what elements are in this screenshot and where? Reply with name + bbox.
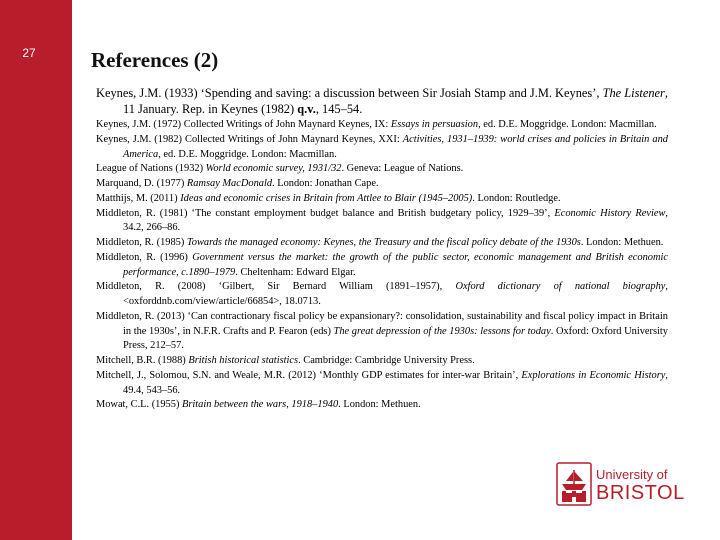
bristol-crest-icon: [556, 462, 592, 506]
page-number: 27: [22, 46, 36, 60]
reference-title: Essays in persuasion: [390, 119, 479, 130]
reference-text: , 49.4, 543–56.: [123, 369, 668, 396]
reference-item: [96, 162, 668, 177]
reference-text: Middleton, R. (1996): [96, 251, 193, 263]
reference-text: League of Nations (1932): [96, 163, 206, 175]
reference-text: . London: Methuen.: [338, 399, 421, 411]
reference-text: , 11 January. Rep. in Keynes (1982): [123, 86, 668, 116]
reference-title: World economic survey, 1931/32: [205, 163, 342, 175]
reference-text: Middleton, R. (1981) ‘The constant employment budget balance and British budgetary policy, 1929–39’,: [96, 207, 555, 219]
reference-title: The Listener: [602, 86, 665, 100]
slide-title: References (2): [91, 48, 219, 72]
reference-text: . London: Routledge.: [472, 192, 561, 204]
reference-text: Keynes, J.M. (1982) Collected Writings of John Maynard Keynes, XXI:: [96, 133, 403, 145]
reference-item: [96, 133, 668, 163]
reference-text: . Cheltenham: Edward Elgar.: [235, 266, 356, 278]
reference-item: [96, 236, 668, 251]
reference-title: The great depression of the 1930s: lessons for today: [333, 325, 551, 337]
reference-title: British historical statistics: [188, 355, 299, 366]
reference-text: , 34.2, 266–86.: [123, 207, 668, 234]
logo-text-bristol: BRISTOL: [596, 482, 685, 504]
university-logo: [556, 462, 688, 510]
reference-title: Explorations in Economic History: [521, 369, 666, 381]
reference-list: [96, 86, 668, 413]
reference-item: [96, 86, 668, 117]
sidebar-band: [0, 0, 72, 540]
reference-text: . Geneva: League of Nations.: [341, 163, 464, 175]
reference-item: [96, 280, 668, 310]
reference-item: [96, 398, 668, 413]
reference-text: Mitchell, B.R. (1988): [96, 355, 189, 366]
logo-text-university: University of: [596, 467, 668, 482]
reference-text: Mowat, C.L. (1955): [96, 399, 183, 411]
reference-text: , <oxforddnb.com/view/article/66854>, 18.0713.: [123, 281, 668, 307]
reference-text: . London: Methuen.: [580, 237, 664, 248]
reference-text: Middleton, R. (2013) ‘Can contractionary fiscal policy be expansionary?: consolidation, sustainability and fiscal policy impact in Britain in the 1930s’, in N.F.R. Crafts and P. Fearon (eds): [96, 310, 668, 337]
reference-text: Matthijs, M. (2011): [96, 192, 181, 204]
reference-title: Oxford dictionary of national biography: [455, 281, 666, 293]
reference-text: Mitchell, J., Solomou, S.N. and Weale, M.R. (2012) ‘Monthly GDP estimates for inter-war Britain’,: [96, 369, 522, 381]
reference-text: . Cambridge: Cambridge University Press.: [298, 355, 475, 366]
reference-text: , 145–54.: [315, 101, 363, 116]
reference-title: Britain between the wars, 1918–1940: [182, 399, 339, 411]
reference-text: Keynes, J.M. (1972) Collected Writings of John Maynard Keynes, IX:: [96, 119, 391, 130]
reference-text: Marquand, D. (1977): [96, 178, 187, 189]
reference-item: [96, 118, 668, 133]
reference-text: q.v.: [297, 101, 316, 116]
reference-text: Middleton, R. (1985): [96, 237, 187, 248]
reference-item: [96, 369, 668, 399]
reference-title: Government versus the market: the growth of the public sector, economic management and British economic performance, c.1890–1979: [123, 251, 668, 278]
reference-title: Activities, 1931–1939: world crises and policies in Britain and America: [123, 133, 668, 160]
reference-item: [96, 354, 668, 369]
reference-item: [96, 177, 668, 192]
reference-item: [96, 310, 668, 354]
reference-text: . London: Jonathan Cape.: [272, 178, 379, 189]
reference-text: , ed. D.E. Moggridge. London: Macmillan.: [158, 148, 337, 160]
reference-title: Economic History Review: [554, 207, 666, 219]
reference-text: Keynes, J.M. (1933) ‘Spending and saving: a discussion between Sir Josiah Stamp and J.M. Keynes’,: [96, 86, 603, 100]
reference-item: [96, 207, 668, 237]
reference-text: Middleton, R. (2008) ‘Gilbert, Sir Bernard William (1891–1957),: [96, 281, 456, 293]
reference-title: Ramsay MacDonald: [186, 178, 273, 189]
reference-text: , ed. D.E. Moggridge. London: Macmillan.: [478, 119, 657, 130]
reference-item: [96, 192, 668, 207]
reference-title: Towards the managed economy: Keynes, the Treasury and the fiscal policy debate of the 1930s: [186, 237, 581, 248]
reference-item: [96, 251, 668, 281]
reference-text: . Oxford: Oxford University Press, 212–57.: [123, 325, 669, 352]
reference-title: Ideas and economic crises in Britain from Attlee to Blair (1945–2005): [180, 192, 473, 204]
